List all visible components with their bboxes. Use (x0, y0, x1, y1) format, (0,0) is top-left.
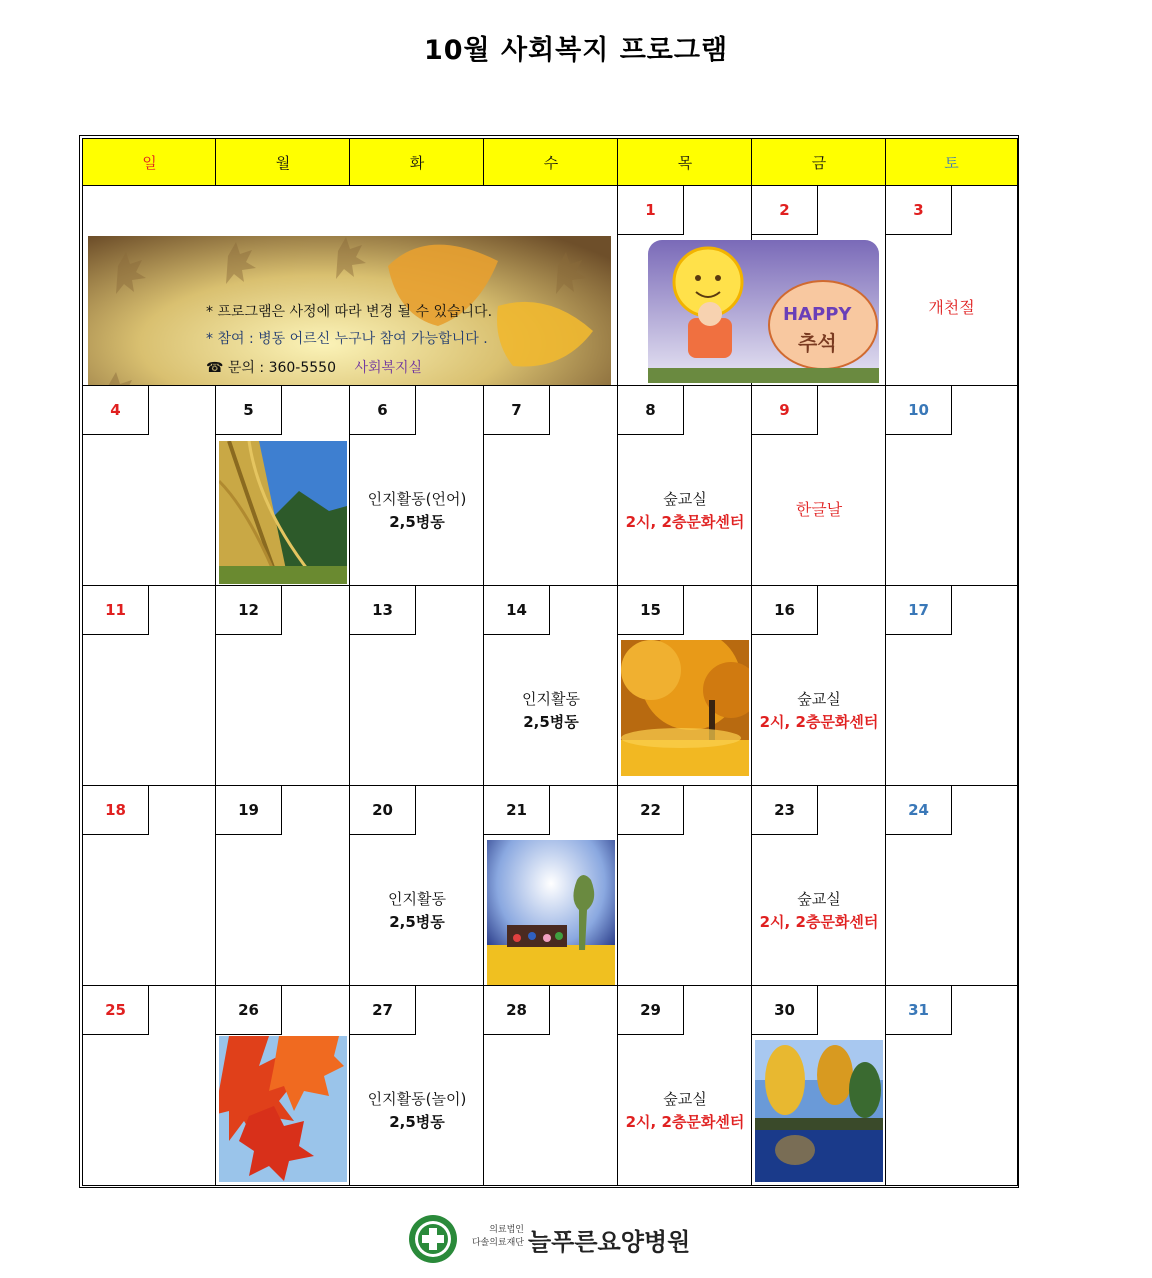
holiday-label: 개천절 (928, 298, 975, 317)
day-cell-25 (82, 985, 217, 1186)
weekday-mon: 월 (215, 138, 351, 186)
chuseok-happy-text: HAPPY (783, 304, 852, 325)
day-cell-3 (885, 185, 1018, 387)
event-title: 숲교실 (663, 490, 707, 508)
day-number: 27 (349, 985, 416, 1035)
day-cell-29 (617, 985, 753, 1186)
autumn-tree-image (621, 640, 749, 776)
event-title: 인지활동 (388, 890, 446, 908)
happy-chuseok-image (648, 240, 879, 383)
day-number: 4 (82, 385, 149, 435)
day-cell-24 (885, 785, 1018, 987)
day-number: 7 (483, 385, 550, 435)
weekday-thu: 목 (617, 138, 753, 186)
corporation-type: 의료법인 (489, 1225, 524, 1235)
calendar (79, 135, 1019, 1188)
lake-autumn-trees-image (755, 1040, 883, 1182)
day-cell-21 (483, 785, 619, 987)
day-number: 30 (751, 985, 818, 1035)
hospital-footer (408, 1212, 708, 1268)
day-number: 29 (617, 985, 684, 1035)
day-number: 14 (483, 585, 550, 635)
day-number: 16 (751, 585, 818, 635)
day-cell-31 (885, 985, 1018, 1186)
day-number: 9 (751, 385, 818, 435)
day-number: 24 (885, 785, 952, 835)
event-location: 2,5병동 (389, 513, 445, 531)
day-cell-30 (751, 985, 887, 1186)
day-cell-20 (349, 785, 485, 987)
event-location: 2,5병동 (523, 713, 579, 731)
day-cell-18 (82, 785, 217, 987)
day-number: 15 (617, 585, 684, 635)
day-number: 22 (617, 785, 684, 835)
event-time-location: 2시, 2층문화센터 (759, 713, 879, 731)
day-cell-7 (483, 385, 619, 587)
day-cell-12 (215, 585, 351, 787)
day-cell-4 (82, 385, 217, 587)
day-cell-5 (215, 385, 351, 587)
day-cell-22 (617, 785, 753, 987)
weekday-tue: 화 (349, 138, 485, 186)
event-title: 숲교실 (663, 1090, 707, 1108)
intro-banner-cell (82, 185, 619, 387)
day-cell-19 (215, 785, 351, 987)
chuseok-label-text: 추석 (798, 331, 837, 355)
event-title: 인지활동(놀이) (367, 1090, 467, 1108)
event-location: 2,5병동 (389, 1113, 445, 1131)
day-number: 21 (483, 785, 550, 835)
event-time-location: 2시, 2층문화센터 (759, 913, 879, 931)
maple-leaves-image (219, 1036, 347, 1182)
day-cell-9 (751, 385, 887, 587)
day-cell-11 (82, 585, 217, 787)
hospital-logo-icon (408, 1214, 458, 1264)
day-number: 28 (483, 985, 550, 1035)
day-number: 5 (215, 385, 282, 435)
day-cell-6 (349, 385, 485, 587)
phone-icon: ☎ (206, 360, 224, 376)
day-cell-23 (751, 785, 887, 987)
village-festival-image (487, 840, 615, 985)
event-title: 인지활동(언어) (367, 490, 467, 508)
day-cell-14 (483, 585, 619, 787)
event-time-location: 2시, 2층문화센터 (625, 1113, 745, 1131)
weekday-wed: 수 (483, 138, 619, 186)
event-title: 인지활동 (522, 690, 580, 708)
day-number: 18 (82, 785, 149, 835)
banner-notice-participation: * 참여 : 병동 어르신 누구나 참여 가능합니다 . (206, 331, 488, 347)
day-number: 23 (751, 785, 818, 835)
day-cell-15 (617, 585, 753, 787)
day-number: 31 (885, 985, 952, 1035)
day-number: 19 (215, 785, 282, 835)
rice-field-image (219, 441, 347, 584)
day-cell-28 (483, 985, 619, 1186)
event-title: 숲교실 (797, 890, 841, 908)
hospital-name: 늘푸른요양병원 (528, 1228, 691, 1256)
day-number: 8 (617, 385, 684, 435)
weekday-sat: 토 (885, 138, 1018, 186)
banner-notice-change: * 프로그램은 사정에 따라 변경 될 수 있습니다. (206, 304, 493, 320)
holiday-label: 한글날 (795, 500, 843, 519)
day-cell-8 (617, 385, 753, 587)
day-number: 2 (751, 185, 818, 235)
event-location: 2,5병동 (389, 913, 445, 931)
banner-contact (206, 358, 496, 379)
banner-department: 사회복지실 (354, 360, 423, 376)
day-number: 11 (82, 585, 149, 635)
weekday-sun: 일 (82, 138, 217, 186)
page-title: 10월 사회복지 프로그램 (423, 35, 729, 66)
day-cell-26 (215, 985, 351, 1186)
day-cell-17 (885, 585, 1018, 787)
day-number: 12 (215, 585, 282, 635)
day-cell-13 (349, 585, 485, 787)
event-title: 숲교실 (797, 690, 841, 708)
day-number: 26 (215, 985, 282, 1035)
day-cell-27 (349, 985, 485, 1186)
day-cell-10 (885, 385, 1018, 587)
event-time-location: 2시, 2층문화센터 (625, 513, 745, 531)
day-number: 3 (885, 185, 952, 235)
day-number: 6 (349, 385, 416, 435)
day-number: 10 (885, 385, 952, 435)
day-cell-16 (751, 585, 887, 787)
day-number: 20 (349, 785, 416, 835)
banner-contact-number: 문의 : 360-5550 (227, 360, 336, 376)
day-number: 13 (349, 585, 416, 635)
weekday-fri: 금 (751, 138, 887, 186)
foundation-name: 다솔의료재단 (471, 1238, 524, 1248)
day-number: 17 (885, 585, 952, 635)
day-number: 1 (617, 185, 684, 235)
day-number: 25 (82, 985, 149, 1035)
